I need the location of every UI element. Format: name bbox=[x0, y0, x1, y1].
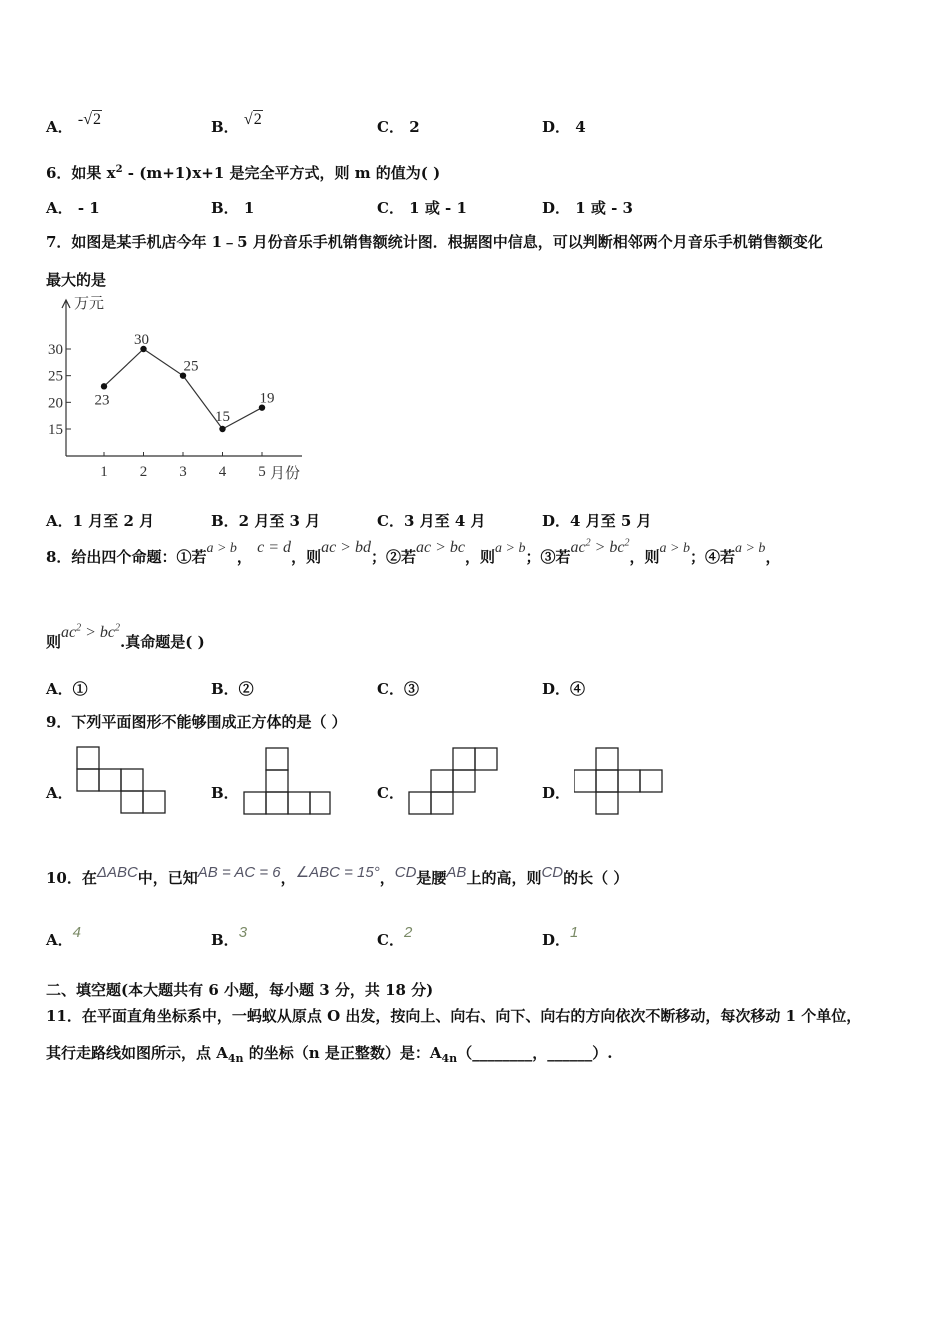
q8-math-6a: ac bbox=[570, 539, 586, 556]
q10-option-a-label: A． bbox=[46, 931, 73, 949]
q10-option-d-value: 1 bbox=[570, 924, 579, 941]
q11-line2-mid: 的坐标（n 是正整数）是：A bbox=[243, 1044, 442, 1062]
q8-stem-line1 bbox=[46, 537, 781, 567]
q7-option-c: C．3 月至 4 月 bbox=[377, 512, 486, 530]
q10-text-4: ， bbox=[379, 869, 395, 887]
q8-stem-line2 bbox=[46, 622, 205, 652]
chart-ticks bbox=[48, 342, 300, 482]
q8-text-5: ，则 bbox=[465, 548, 496, 566]
data-label: 30 bbox=[134, 332, 149, 348]
q8-math-6 bbox=[570, 539, 629, 556]
q8-text-6: ；③若 bbox=[525, 548, 571, 566]
data-label: 25 bbox=[183, 358, 199, 375]
q11-line2-pre: 其行走路线如图所示，点 A bbox=[46, 1044, 228, 1062]
q11-line1: 11．在平面直角坐标系中，一蚂蚁从原点 O 出发，按向上、向右、向下、向右的方向依次不断移动，每次移动 1 个单位， bbox=[46, 1007, 862, 1025]
y-tick-label: 25 bbox=[48, 368, 63, 385]
q10-math-1: ΔABC bbox=[96, 864, 138, 881]
q8-math-8: a > b bbox=[734, 541, 766, 556]
q5-option-d bbox=[542, 116, 586, 137]
y-tick-label: 30 bbox=[48, 342, 63, 358]
data-label: 19 bbox=[259, 390, 275, 407]
q10-math-5: AB bbox=[446, 864, 467, 881]
q8-math-9-sup1: 2 bbox=[76, 622, 82, 634]
q10-option-c bbox=[377, 924, 413, 950]
q11-sub2: 4n bbox=[441, 1052, 458, 1065]
q8-math-7: a > b bbox=[659, 541, 690, 556]
q10-math-2: AB = AC = 6 bbox=[197, 864, 281, 881]
q10-option-a bbox=[46, 924, 81, 950]
q8-option-b: B．② bbox=[211, 680, 254, 698]
sales-line-chart bbox=[30, 288, 320, 488]
q8-math-1: a > b bbox=[206, 541, 237, 556]
q9-stem: 9．下列平面图形不能够围成正方体的是（ ） bbox=[46, 713, 347, 731]
q8-option-c: C．③ bbox=[377, 680, 419, 698]
q8-text-4: ；②若 bbox=[370, 548, 416, 566]
x-tick-label: 5 bbox=[258, 464, 266, 480]
q6-stem-sup: 2 bbox=[115, 164, 123, 175]
q10-stem bbox=[46, 864, 629, 888]
q9-option-d-cube-net bbox=[574, 746, 666, 816]
section2-heading: 二、填空题(本大题共有 6 小题，每小题 3 分，共 18 分) bbox=[46, 981, 434, 999]
q8-math-5: a > b bbox=[495, 541, 526, 556]
data-point bbox=[101, 383, 107, 389]
q8-math-9b: > bc bbox=[81, 624, 116, 641]
q7-option-d: D．4 月至 5 月 bbox=[542, 512, 652, 530]
q8-text-2: ， bbox=[236, 548, 252, 566]
q10-option-a-value: 4 bbox=[72, 924, 81, 941]
q5-option-d-value: 4 bbox=[575, 118, 586, 136]
q10-text-1: 10．在 bbox=[46, 869, 97, 887]
q7-stem-line2: 最大的是 bbox=[46, 271, 107, 289]
q8-math-9-sup2: 2 bbox=[115, 622, 121, 634]
q8-math-6-sup2: 2 bbox=[624, 537, 630, 549]
q5-option-c-label: C． bbox=[377, 118, 404, 136]
q9-option-a-label: A． bbox=[46, 784, 73, 802]
q10-math-6: CD bbox=[541, 864, 564, 881]
q6-option-b: B． 1 bbox=[211, 199, 255, 217]
q5-option-a-value: -√2 bbox=[77, 111, 101, 128]
q8-option-a: A．① bbox=[46, 680, 88, 698]
q10-option-c-label: C． bbox=[377, 931, 404, 949]
q10-text-5: 是腰 bbox=[416, 869, 447, 887]
q10-text-7: 的长（ ） bbox=[563, 869, 629, 887]
q6-option-d: D． 1 或 - 3 bbox=[542, 199, 633, 217]
q5-option-c bbox=[377, 116, 420, 137]
q8-math-4: ac > bc bbox=[416, 539, 465, 556]
q9-option-c-cube-net bbox=[407, 746, 501, 816]
q9-option-b-cube-net bbox=[242, 746, 334, 816]
q9-option-b-label: B． bbox=[211, 784, 239, 802]
y-tick-label: 15 bbox=[48, 422, 63, 438]
q5-option-a-label: A． bbox=[46, 118, 73, 136]
data-label: 23 bbox=[94, 392, 110, 409]
y-tick-label: 20 bbox=[48, 395, 63, 412]
x-tick-label: 2 bbox=[139, 464, 148, 480]
chart-series bbox=[95, 332, 275, 432]
x-tick-label: 4 bbox=[218, 464, 227, 480]
q6-option-a: A． - 1 bbox=[46, 199, 100, 217]
q8-text-7: ，则 bbox=[629, 548, 660, 566]
data-label: 15 bbox=[215, 409, 230, 425]
q10-math-4: CD bbox=[394, 864, 417, 881]
q11-line2 bbox=[46, 1042, 612, 1065]
q9-option-a-cube-net bbox=[75, 745, 171, 815]
q10-text-6: 上的高，则 bbox=[466, 869, 542, 887]
q8-text-9: ， bbox=[765, 548, 781, 566]
q6-stem-post: - (m+1)x+1 是完全平方式，则 m 的值为( ) bbox=[122, 164, 441, 182]
q7-option-a: A．1 月至 2 月 bbox=[46, 512, 155, 530]
sqrt-symbol: √ bbox=[83, 111, 92, 128]
q10-text-2: 中，已知 bbox=[137, 869, 198, 887]
q8-option-d: D．④ bbox=[542, 680, 586, 698]
x-axis-label: 月份 bbox=[270, 466, 301, 482]
q10-option-d bbox=[542, 924, 579, 950]
x-tick-label: 1 bbox=[100, 464, 108, 480]
q5-option-b bbox=[211, 111, 263, 137]
q10-option-b bbox=[211, 924, 248, 950]
q8-math-6b: > bc bbox=[590, 539, 625, 556]
q8-line2-post: .真命题是( ) bbox=[120, 633, 205, 651]
q10-option-b-label: B． bbox=[211, 931, 239, 949]
q8-text-8: ；④若 bbox=[689, 548, 735, 566]
q8-math-3: ac > bd bbox=[321, 539, 371, 556]
q8-text-1: 8．给出四个命题：①若 bbox=[46, 548, 207, 566]
q6-option-c: C． 1 或 - 1 bbox=[377, 199, 467, 217]
q8-math-2: c = d bbox=[257, 539, 292, 556]
q9-option-c-label: C． bbox=[377, 784, 404, 802]
q10-text-3: ， bbox=[280, 869, 296, 887]
q10-option-c-value: 2 bbox=[403, 924, 413, 941]
q5-option-b-label: B． bbox=[211, 118, 239, 136]
q11-line2-post: （________，______）. bbox=[457, 1044, 613, 1062]
q6-stem bbox=[46, 162, 440, 183]
q7-option-b: B．2 月至 3 月 bbox=[211, 512, 321, 530]
q5-option-d-label: D． bbox=[542, 118, 571, 136]
q11-sub1: 4n bbox=[227, 1052, 244, 1065]
q5-option-c-value: 2 bbox=[409, 118, 420, 136]
q9-option-d-label: D． bbox=[542, 784, 571, 802]
data-point bbox=[219, 426, 225, 432]
q5-option-a bbox=[46, 111, 102, 137]
q8-line2-pre: 则 bbox=[46, 633, 62, 651]
q5-option-b-value: √2 bbox=[243, 111, 262, 128]
q10-option-b-value: 3 bbox=[238, 924, 248, 941]
q10-option-d-label: D． bbox=[542, 931, 571, 949]
q8-math-9 bbox=[61, 624, 120, 641]
y-axis-label: 万元 bbox=[74, 296, 105, 312]
q8-text-3: ，则 bbox=[291, 548, 322, 566]
q8-math-6-sup1: 2 bbox=[585, 537, 591, 549]
q10-math-3: ∠ABC = 15° bbox=[295, 864, 380, 881]
x-tick-label: 3 bbox=[179, 464, 187, 480]
q8-math-9a: ac bbox=[61, 624, 77, 641]
q7-stem-line1: 7．如图是某手机店今年 1﹣5 月份音乐手机销售额统计图．根据图中信息，可以判断相邻两个月音乐手机销售额变化 bbox=[46, 233, 823, 251]
q6-stem-pre: 6．如果 x bbox=[46, 164, 116, 182]
sqrt-symbol: √ bbox=[243, 111, 253, 128]
